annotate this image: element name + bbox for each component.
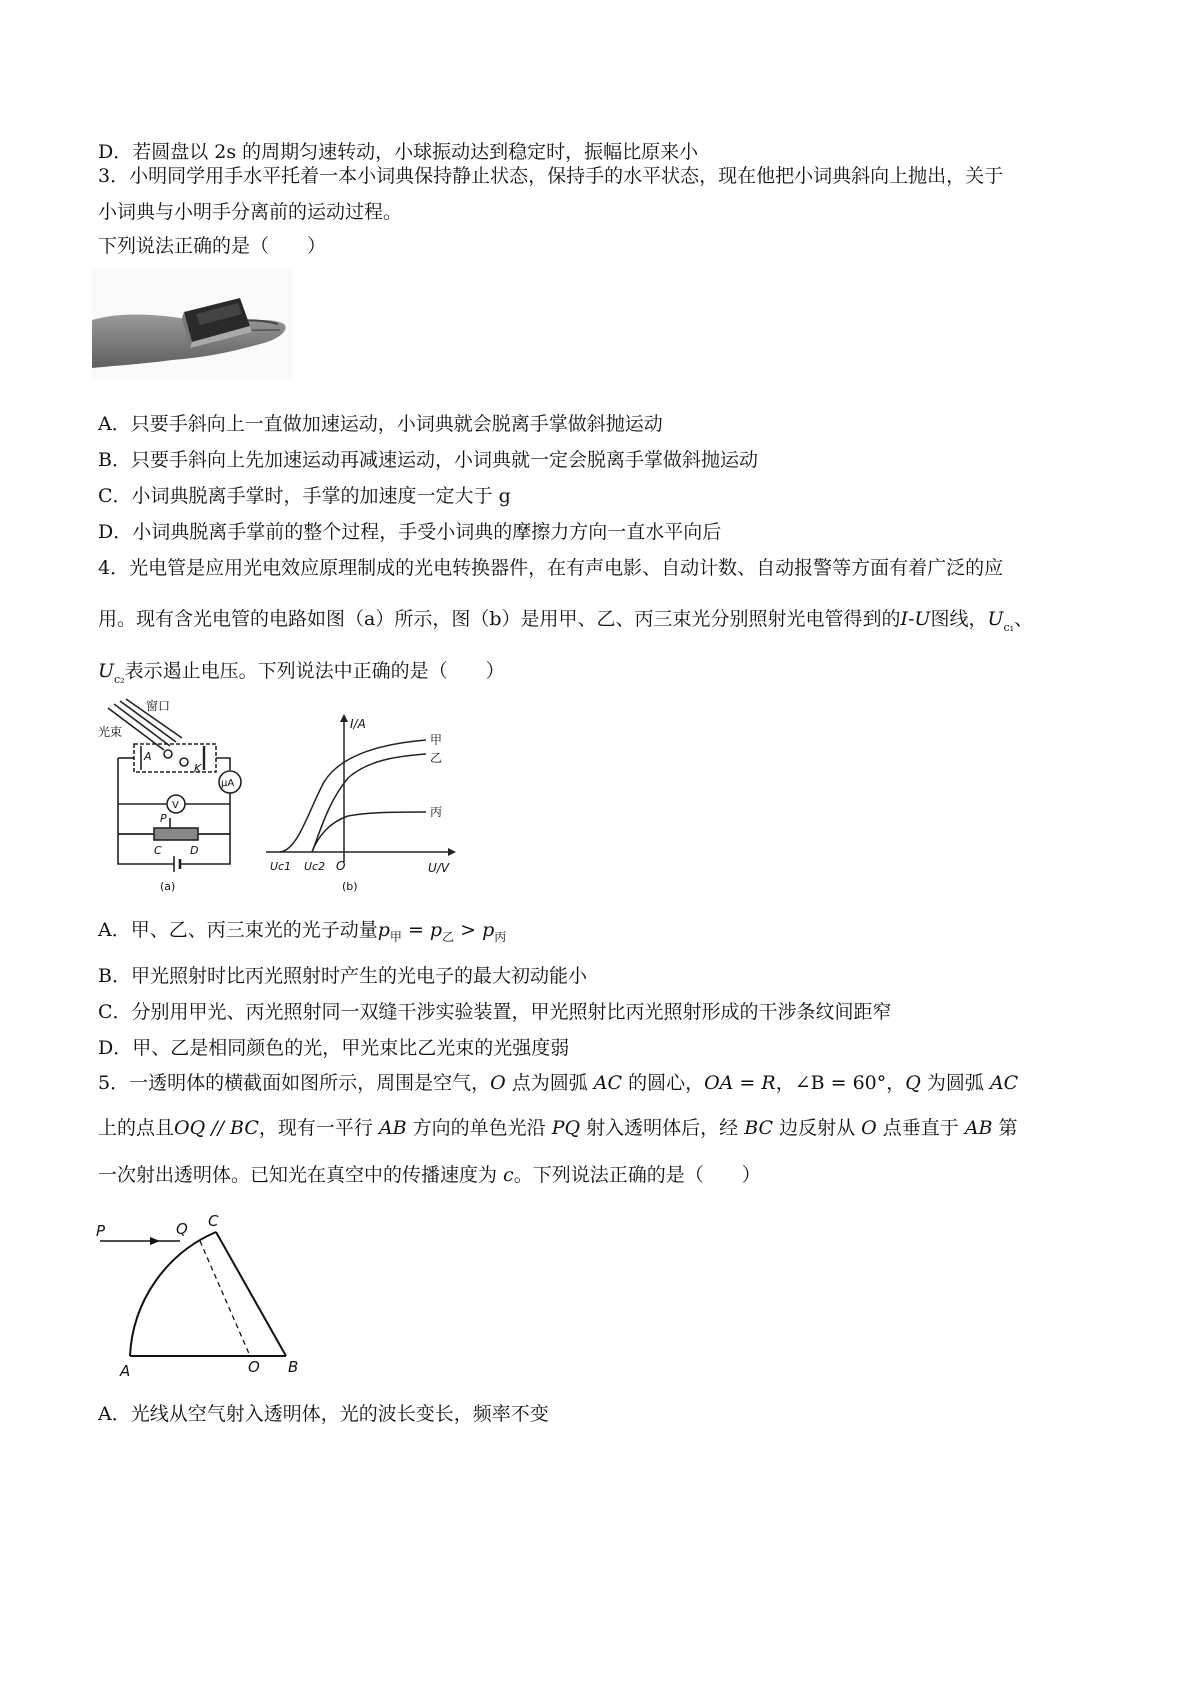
point-o-label: O bbox=[248, 1358, 260, 1376]
q5-text: 。下列说法正确的是（ ） bbox=[513, 1164, 761, 1186]
u-axis-label: U/V bbox=[428, 861, 450, 875]
q5-text: 点为圆弧 bbox=[505, 1072, 594, 1094]
iu-graph bbox=[258, 712, 463, 892]
q5-text: ，现有一平行 bbox=[258, 1117, 379, 1139]
u-symbol: U bbox=[987, 608, 1004, 630]
subscript-bing: 丙 bbox=[494, 929, 507, 944]
point-a-label: A bbox=[120, 1362, 131, 1380]
q5-text: 上的点且 bbox=[98, 1117, 175, 1139]
q5-stem-line3 bbox=[98, 1162, 761, 1188]
q5-text: 射入透明体后，经 bbox=[580, 1117, 745, 1139]
i-axis-arrow-icon bbox=[340, 714, 348, 722]
origin-label: O bbox=[336, 859, 346, 873]
momentum-symbol: p bbox=[482, 919, 495, 941]
q5-text: 为圆弧 bbox=[920, 1072, 990, 1094]
rheostat-icon bbox=[154, 828, 198, 840]
subscript-jia: 甲 bbox=[389, 929, 402, 944]
q3-option-a: A．只要手斜向上一直做加速运动，小词典就会脱离手掌做斜抛运动 bbox=[98, 413, 663, 435]
side-bc bbox=[216, 1232, 286, 1356]
beam-label: 光束 bbox=[98, 725, 123, 739]
point-c-label: C bbox=[208, 1212, 219, 1230]
point-q-label: Q bbox=[176, 1220, 188, 1238]
q3-option-d: D．小词典脱离手掌前的整个过程，手受小词典的摩擦力方向一直水平向后 bbox=[98, 521, 722, 543]
u-axis-arrow-icon bbox=[448, 848, 456, 856]
q5-text: 方向的单色光沿 bbox=[406, 1117, 552, 1139]
q5-text: 边反射从 bbox=[773, 1117, 862, 1139]
q5-stem-line2 bbox=[98, 1115, 1018, 1141]
momentum-symbol: p bbox=[377, 919, 390, 941]
q4-option-c: C．分别用甲光、丙光照射同一双缝干涉实验装置，甲光照射比丙光照射形成的干涉条纹间距窄 bbox=[98, 1001, 892, 1023]
equals-sign: = bbox=[401, 919, 430, 941]
point-o: O bbox=[861, 1117, 877, 1139]
q5-text: ， bbox=[775, 1072, 795, 1094]
uc1-label: Uc1 bbox=[270, 860, 292, 873]
arc-ac bbox=[130, 1232, 216, 1356]
q5-option-a: A．光线从空气射入透明体，光的波长变长，频率不变 bbox=[98, 1403, 549, 1425]
q2-option-d: D．若圆盘以 2s 的周期匀速转动，小球振动达到稳定时，振幅比原来小 bbox=[98, 141, 699, 163]
transparent-body-cross-section bbox=[90, 1208, 320, 1388]
q5-text: 一次射出透明体。已知光在真空中的传播速度为 bbox=[98, 1164, 504, 1186]
slider-p-label: P bbox=[160, 812, 167, 825]
speed-of-light-symbol: c bbox=[503, 1164, 514, 1186]
cathode-k-label: K bbox=[194, 762, 202, 775]
momentum-symbol: p bbox=[429, 919, 443, 941]
q4-option-a-text: A．甲、乙、丙三束光的光子动量 bbox=[98, 919, 378, 941]
figure-b-caption: (b) bbox=[342, 880, 358, 892]
ray-arrow-icon bbox=[150, 1237, 160, 1245]
point-q: Q bbox=[905, 1072, 921, 1094]
oa-equals-r: OA = R bbox=[704, 1072, 776, 1094]
side-ab: AB bbox=[964, 1117, 993, 1139]
curve-label-bing: 丙 bbox=[430, 805, 443, 819]
terminal-c-label: C bbox=[154, 844, 162, 857]
microammeter-label: μA bbox=[221, 778, 235, 789]
subscript-yi: 乙 bbox=[442, 929, 455, 944]
uc2-label: Uc2 bbox=[304, 860, 326, 873]
q4-stem-line2 bbox=[98, 606, 1033, 635]
curve-label-yi: 乙 bbox=[430, 751, 443, 765]
q3-option-b: B．只要手斜向上先加速运动再减速运动，小词典就一定会脱离手掌做斜抛运动 bbox=[98, 449, 758, 471]
i-axis-label: I/A bbox=[350, 717, 366, 731]
battery-icon bbox=[174, 856, 180, 872]
point-b-label: B bbox=[288, 1358, 299, 1376]
side-bc: BC bbox=[744, 1117, 774, 1139]
photocell-circuit-diagram bbox=[96, 698, 244, 896]
q4-stem-text: 表示遏止电压。下列说法中正确的是（ ） bbox=[124, 660, 505, 682]
side-ab: AB bbox=[378, 1117, 407, 1139]
q4-stem-line1: 4．光电管是应用光电效应原理制成的光电转换器件，在有声电影、自动计数、自动报警等方面有着广泛的应 bbox=[98, 557, 1004, 579]
q4-stem-text: 、 bbox=[1014, 608, 1034, 630]
q4-option-b: B．甲光照射时比丙光照射时产生的光电子的最大初动能小 bbox=[98, 965, 587, 987]
q3-stem-line3: 下列说法正确的是（ ） bbox=[98, 235, 327, 257]
q5-stem-line1 bbox=[98, 1070, 1018, 1096]
q3-option-c: C．小词典脱离手掌时，手掌的加速度一定大于 g bbox=[98, 485, 511, 507]
point-p-label: P bbox=[96, 1222, 106, 1240]
q4-option-d: D．甲、乙是相同颜色的光，甲光束比乙光束的光强度弱 bbox=[98, 1037, 570, 1059]
q4-stem-text: 用。现有含光电管的电路如图（a）所示，图（b）是用甲、乙、丙三束光分别照射光电管得到的 bbox=[98, 608, 901, 630]
oq-parallel-bc: OQ // BC bbox=[174, 1117, 259, 1139]
q5-text: 的圆心， bbox=[622, 1072, 705, 1094]
q4-option-a bbox=[98, 917, 506, 950]
q5-text: ， bbox=[886, 1072, 906, 1094]
q4-stem-line3 bbox=[98, 658, 505, 687]
figure-a-caption: (a) bbox=[160, 880, 176, 893]
hand-holding-dictionary-photo bbox=[92, 268, 292, 380]
electrode-a-label: A bbox=[144, 750, 152, 763]
angle-b: ∠B = 60° bbox=[794, 1072, 887, 1094]
u-symbol: U bbox=[98, 660, 115, 682]
curve-jia bbox=[312, 812, 426, 852]
point-o: O bbox=[490, 1072, 506, 1094]
ray-pq: PQ bbox=[551, 1117, 581, 1139]
subscript-c2: c₂ bbox=[114, 673, 125, 686]
q3-stem-line1: 3．小明同学用手水平托着一本小词典保持静止状态，保持手的水平状态，现在他把小词典斜向上抛出，关于 bbox=[98, 165, 1004, 187]
q5-text: 点垂直于 bbox=[876, 1117, 965, 1139]
arc-ac: AC bbox=[989, 1072, 1019, 1094]
subscript-c1: c₁ bbox=[1003, 621, 1015, 634]
greater-than-sign: > bbox=[454, 919, 483, 941]
terminal-d-label: D bbox=[190, 844, 199, 857]
curve-label-jia: 甲 bbox=[430, 733, 443, 747]
curve-yi bbox=[312, 754, 426, 852]
q4-stem-text: 图线， bbox=[930, 608, 988, 630]
q3-stem-line2: 小词典与小明手分离前的运动过程。 bbox=[98, 201, 403, 223]
q5-text: 第 bbox=[992, 1117, 1018, 1139]
dashed-line-oq bbox=[200, 1241, 250, 1356]
iu-symbol: I-U bbox=[900, 608, 931, 630]
window-label: 窗口 bbox=[146, 699, 171, 713]
q5-text: 5．一透明体的横截面如图所示，周围是空气， bbox=[98, 1072, 491, 1094]
arc-ac: AC bbox=[593, 1072, 623, 1094]
voltmeter-label: V bbox=[172, 800, 179, 811]
